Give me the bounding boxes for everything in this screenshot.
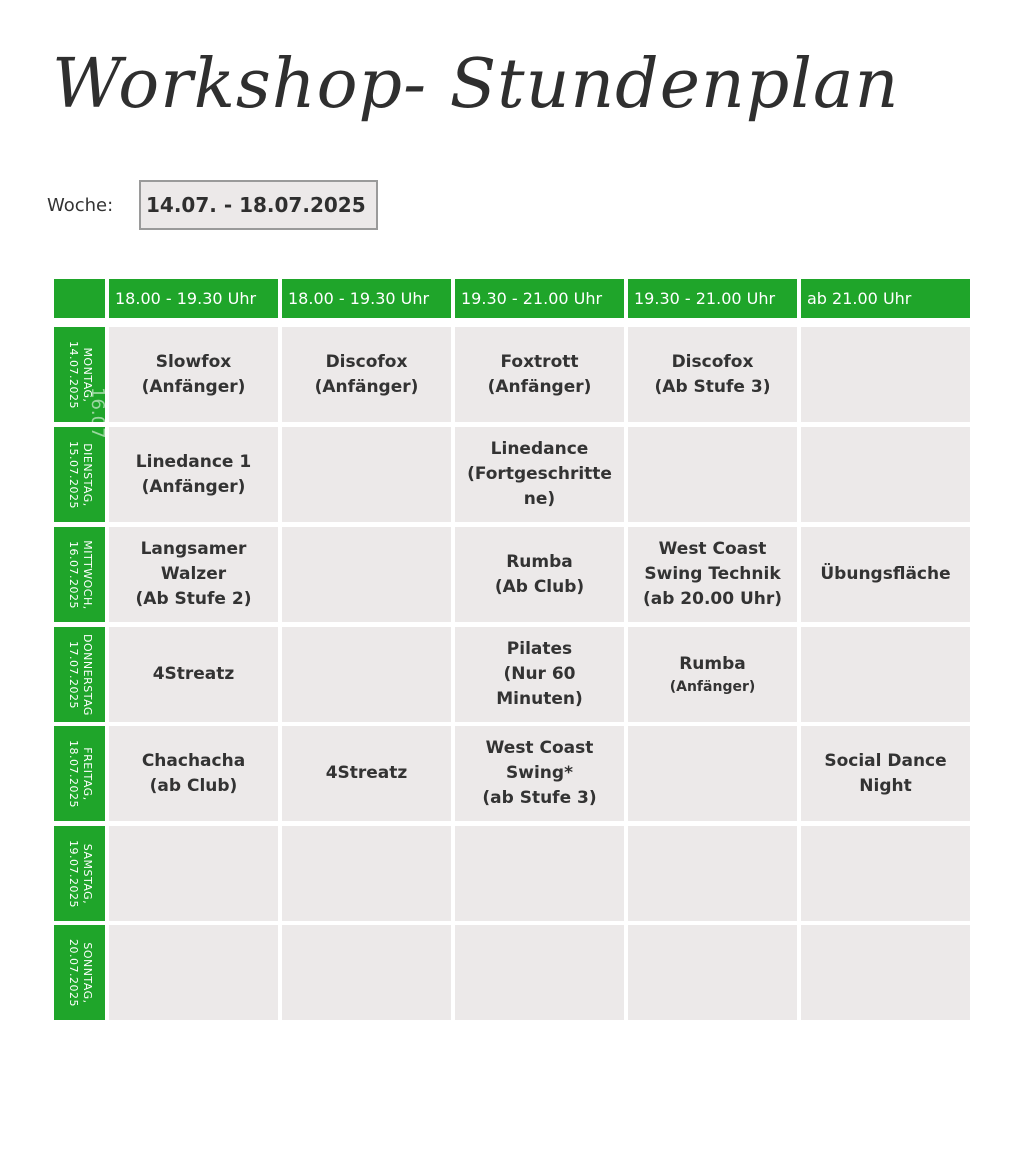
day-label bbox=[66, 540, 94, 609]
schedule-cell bbox=[628, 427, 797, 522]
schedule-cell bbox=[801, 627, 970, 722]
class-entry bbox=[467, 437, 612, 512]
schedule-cell bbox=[628, 627, 797, 722]
schedule-cell bbox=[801, 826, 970, 921]
schedule-cell bbox=[455, 327, 624, 422]
class-entry bbox=[496, 637, 582, 712]
class-line: 4Streatz bbox=[152, 664, 235, 684]
schedule-cell bbox=[628, 327, 797, 422]
day-name: SONNTAG, bbox=[80, 941, 94, 1004]
day-label bbox=[66, 634, 94, 716]
class-line: (Nur 60 bbox=[503, 664, 576, 684]
class-line: (ab Club) bbox=[149, 775, 238, 796]
class-entry bbox=[136, 537, 252, 612]
schedule-cell bbox=[109, 726, 278, 821]
day-label bbox=[66, 939, 94, 1007]
class-level: (Anfänger) bbox=[669, 679, 756, 695]
class-line: (Anfänger) bbox=[141, 376, 246, 397]
schedule-cell bbox=[109, 427, 278, 522]
class-line: Discofox bbox=[671, 351, 754, 372]
class-line: (Ab Stufe 2) bbox=[135, 589, 252, 609]
schedule-cell bbox=[455, 925, 624, 1020]
class-line: (Ab Club) bbox=[494, 576, 585, 597]
schedule-cell bbox=[109, 627, 278, 722]
class-entry bbox=[142, 350, 246, 400]
class-line: West Coast bbox=[485, 738, 594, 758]
schedule-cell bbox=[455, 726, 624, 821]
class-line: Linedance bbox=[490, 439, 589, 459]
day-label-cell bbox=[54, 427, 105, 522]
class-line: (Ab Stufe 3) bbox=[654, 376, 771, 397]
schedule-cell bbox=[282, 527, 451, 622]
class-entry bbox=[315, 350, 419, 400]
schedule-cell bbox=[801, 527, 970, 622]
class-line: ne) bbox=[523, 489, 556, 509]
day-label-cell bbox=[54, 726, 105, 821]
day-date: 19.07.2025 bbox=[66, 839, 80, 908]
schedule-cell bbox=[628, 527, 797, 622]
class-entry bbox=[488, 350, 592, 400]
class-line: Übungsfläche bbox=[820, 564, 951, 584]
day-label bbox=[66, 740, 94, 808]
schedule-cell bbox=[628, 726, 797, 821]
class-entry bbox=[655, 350, 771, 400]
schedule-cell bbox=[801, 925, 970, 1020]
schedule-cell bbox=[109, 925, 278, 1020]
class-entry bbox=[670, 652, 756, 697]
day-label-cell bbox=[54, 627, 105, 722]
class-line: Swing* bbox=[506, 763, 573, 783]
day-label-cell bbox=[54, 826, 105, 921]
class-entry bbox=[136, 450, 251, 500]
class-line: Discofox bbox=[325, 351, 408, 372]
day-label bbox=[66, 441, 94, 509]
week-label: Woche: bbox=[47, 195, 114, 216]
day-name: FREITAG, bbox=[80, 746, 94, 801]
schedule-cell bbox=[801, 427, 970, 522]
class-line: (Anfänger) bbox=[314, 376, 419, 397]
class-line: Night bbox=[859, 775, 912, 796]
schedule-cell bbox=[455, 527, 624, 622]
class-entry bbox=[153, 662, 235, 687]
schedule-cell bbox=[801, 327, 970, 422]
time-header: 18.00 - 19.30 Uhr bbox=[282, 279, 451, 318]
schedule-cell bbox=[801, 726, 970, 821]
ghost-text: 16.07 bbox=[87, 387, 108, 439]
day-name: DONNERSTAG bbox=[80, 633, 94, 716]
class-line: Social Dance bbox=[824, 750, 947, 771]
schedule-cell bbox=[628, 925, 797, 1020]
class-entry bbox=[326, 761, 408, 786]
class-line: Walzer bbox=[160, 564, 227, 584]
class-entry bbox=[820, 562, 950, 587]
schedule-cell bbox=[109, 826, 278, 921]
day-date: 20.07.2025 bbox=[66, 938, 80, 1007]
day-label bbox=[66, 840, 94, 908]
schedule-cell bbox=[455, 427, 624, 522]
class-line: West Coast bbox=[658, 539, 767, 559]
header-corner bbox=[54, 279, 105, 318]
time-header: ab 21.00 Uhr bbox=[801, 279, 970, 318]
schedule-cell bbox=[455, 826, 624, 921]
class-entry bbox=[824, 749, 946, 799]
class-line: Foxtrott bbox=[500, 351, 579, 372]
day-name: SAMSTAG, bbox=[80, 843, 94, 904]
schedule-cell bbox=[455, 627, 624, 722]
class-line: Chachacha bbox=[141, 750, 246, 771]
day-label-cell bbox=[54, 527, 105, 622]
schedule-cell bbox=[282, 726, 451, 821]
class-line: (ab Stufe 3) bbox=[482, 788, 597, 808]
class-line: Swing Technik bbox=[644, 564, 781, 584]
day-name: MITTWOCH, bbox=[80, 539, 94, 610]
schedule-cell bbox=[282, 627, 451, 722]
page-title: Workshop- Stundenplan bbox=[52, 45, 900, 124]
class-line: Langsamer bbox=[140, 539, 247, 559]
day-date: 17.07.2025 bbox=[66, 640, 80, 709]
day-name: DIENSTAG, bbox=[80, 442, 94, 507]
schedule-cell bbox=[628, 826, 797, 921]
schedule-cell bbox=[282, 925, 451, 1020]
class-line: (Fortgeschritte bbox=[467, 464, 612, 484]
schedule-cell bbox=[282, 826, 451, 921]
schedule-cell bbox=[282, 427, 451, 522]
day-date: 15.07.2025 bbox=[66, 440, 80, 509]
class-entry bbox=[495, 550, 584, 600]
class-entry bbox=[142, 749, 245, 799]
day-label-cell bbox=[54, 925, 105, 1020]
day-name: MONTAG, bbox=[80, 346, 94, 403]
class-entry bbox=[482, 736, 596, 811]
schedule-cell bbox=[109, 327, 278, 422]
day-date: 16.07.2025 bbox=[66, 540, 80, 609]
class-line: Minuten) bbox=[496, 689, 583, 709]
schedule-cell bbox=[109, 527, 278, 622]
class-line: Slowfox bbox=[155, 351, 232, 372]
day-date: 14.07.2025 bbox=[66, 340, 80, 409]
class-line: Rumba bbox=[506, 551, 573, 572]
class-line: Rumba bbox=[679, 654, 746, 674]
schedule-cell bbox=[282, 327, 451, 422]
class-line: (Anfänger) bbox=[141, 476, 246, 497]
class-line: (Anfänger) bbox=[487, 376, 592, 397]
time-header: 19.30 - 21.00 Uhr bbox=[628, 279, 797, 318]
class-line: 4Streatz bbox=[325, 763, 408, 783]
class-entry bbox=[643, 537, 782, 612]
day-date: 18.07.2025 bbox=[66, 739, 80, 808]
time-header: 18.00 - 19.30 Uhr bbox=[109, 279, 278, 318]
week-field[interactable]: 14.07. - 18.07.2025 bbox=[139, 180, 378, 230]
class-line: Pilates bbox=[506, 639, 573, 659]
class-line: (ab 20.00 Uhr) bbox=[642, 589, 783, 609]
class-line: Linedance 1 bbox=[135, 451, 252, 472]
time-header: 19.30 - 21.00 Uhr bbox=[455, 279, 624, 318]
